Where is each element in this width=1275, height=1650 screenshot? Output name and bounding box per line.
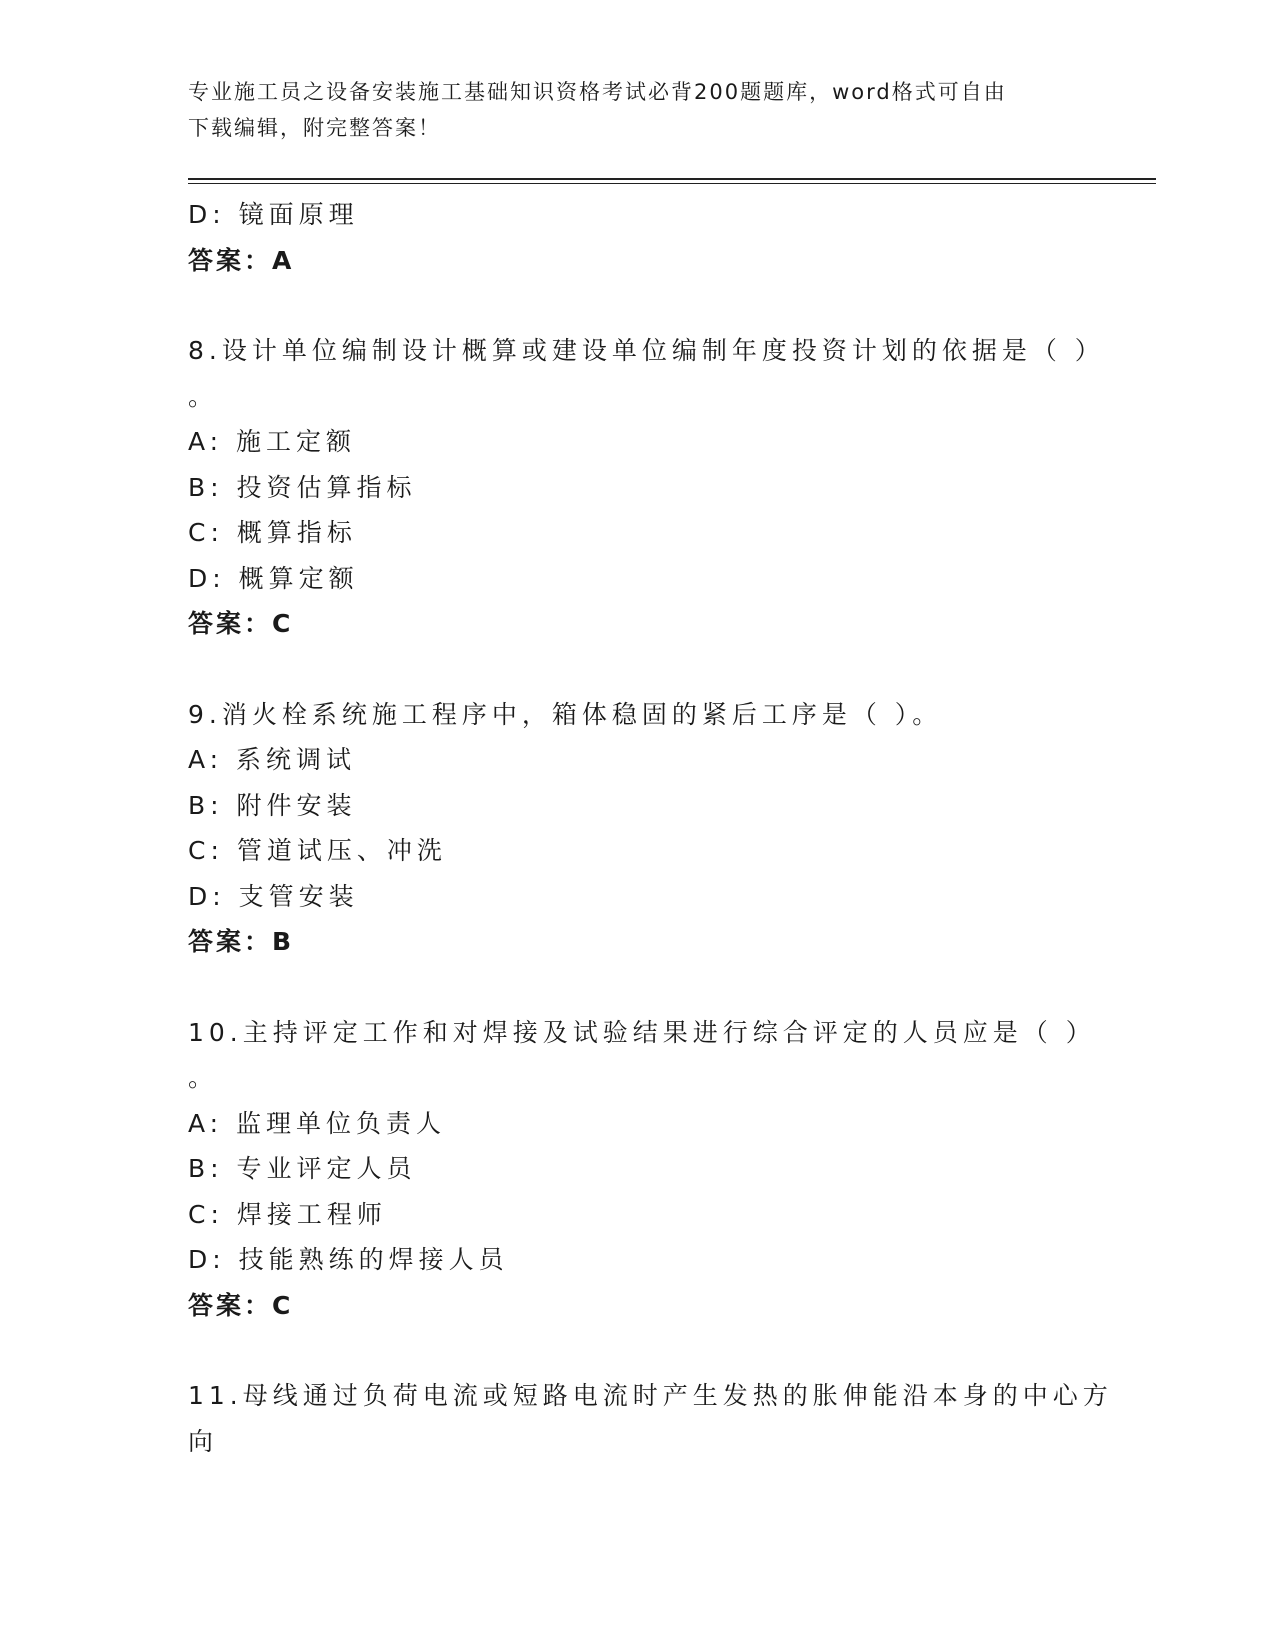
option-d: D: 支管安装	[188, 881, 359, 911]
option-d: D: 概算定额	[188, 563, 359, 593]
spacer	[188, 647, 1088, 692]
spacer	[188, 283, 1088, 328]
option-a: A: 监理单位负责人	[188, 1108, 447, 1138]
answer-line: 答案：C	[188, 609, 294, 638]
option-b: B: 专业评定人员	[188, 1154, 417, 1183]
spacer	[188, 965, 1088, 1010]
option-b: B: 附件安装	[188, 790, 357, 820]
question-stem: 8.设计单位编制设计概算或建设单位编制年度投资计划的依据是（ ）	[188, 336, 1105, 365]
question-11	[188, 1373, 1113, 1464]
question-list	[188, 192, 1113, 1464]
question-stem-continuation: 。	[188, 1063, 214, 1092]
spacer	[188, 1328, 1088, 1373]
page-header	[188, 74, 1068, 146]
option-c: C: 焊接工程师	[188, 1199, 387, 1229]
header-divider-thick	[188, 178, 1156, 180]
answer-line: 答案：B	[188, 927, 295, 956]
question-7-tail	[188, 192, 1088, 283]
header-divider-thin	[188, 183, 1156, 184]
option-d: D: 镜面原理	[188, 200, 359, 229]
question-9	[188, 692, 1088, 965]
question-10	[188, 1010, 1096, 1329]
header-line-1: 专业施工员之设备安装施工基础知识资格考试必背200题题库，word格式可自由	[188, 80, 1007, 104]
question-stem: 9.消火栓系统施工程序中，箱体稳固的紧后工序是（ ）。	[188, 699, 943, 729]
question-8	[188, 328, 1105, 647]
option-a: A: 施工定额	[188, 427, 357, 456]
option-d: D: 技能熟练的焊接人员	[188, 1245, 509, 1274]
option-b: B: 投资估算指标	[188, 472, 417, 502]
question-stem-continuation: 向	[188, 1426, 219, 1456]
question-stem: 11.母线通过负荷电流或短路电流时产生发热的胀伸能沿本身的中心方	[188, 1381, 1113, 1410]
option-c: C: 管道试压、冲洗	[188, 836, 447, 865]
header-line-2: 下载编辑，附完整答案！	[188, 116, 441, 140]
option-a: A: 系统调试	[188, 745, 357, 774]
question-stem: 10.主持评定工作和对焊接及试验结果进行综合评定的人员应是（ ）	[188, 1017, 1096, 1047]
question-stem-continuation: 。	[188, 381, 214, 411]
option-c: C: 概算指标	[188, 518, 357, 547]
answer-line: 答案：A	[188, 245, 295, 275]
answer-line: 答案：C	[188, 1290, 294, 1320]
